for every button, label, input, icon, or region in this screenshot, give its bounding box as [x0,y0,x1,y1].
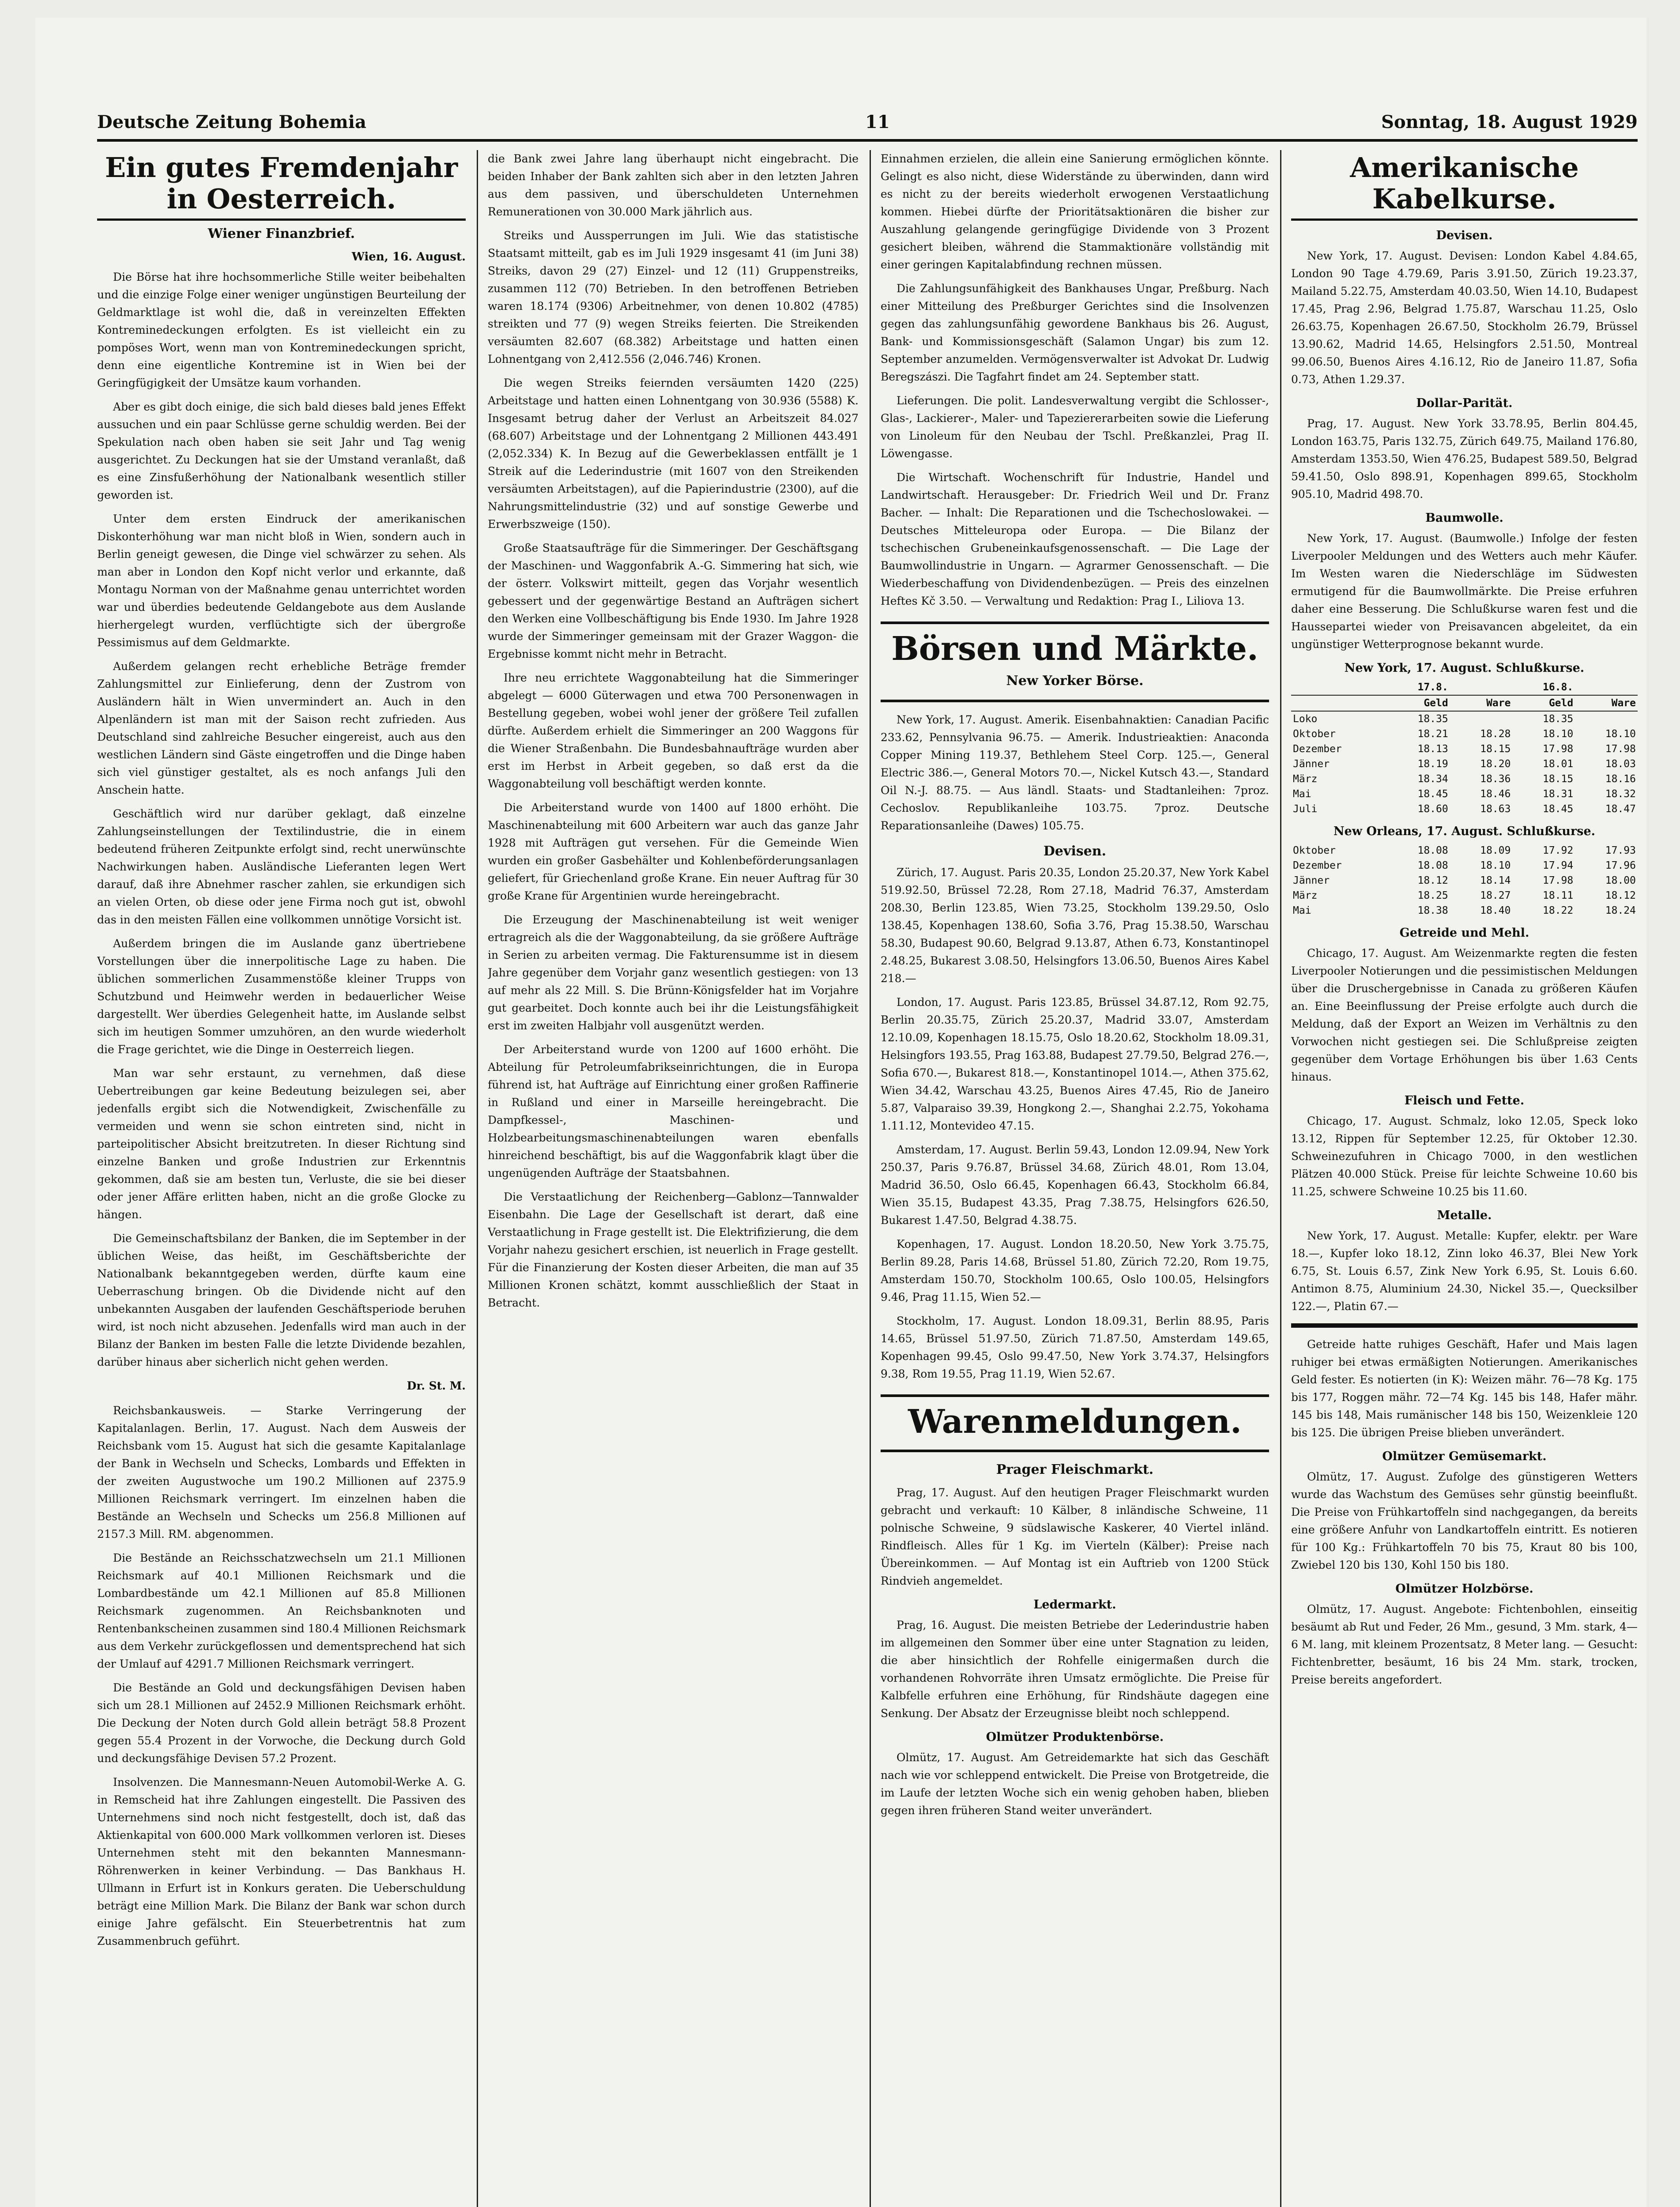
market-report: New York, 17. August. (Baumwolle.) Infolge der festen Liverpooler Meldungen und des Wetters auch mehr Käufer. Im Westen waren die Niederschläge im Südwesten ermutigend für die Baumwollmärkte. Die Preise erfuhren daher eine Besserung. Die Schlußkurse waren fest und die Haussepartei wieder von Preisavancen abgeleitet, da ein ungünstiger Wetterprognose bekannt wurde. [1291,531,1638,651]
table-header: Geld [1387,695,1450,711]
table-header [1291,680,1387,695]
market-report: Chicago, 17. August. Am Weizenmarkte regten die festen Liverpooler Notierungen und die pessimistischen Meldungen über die Druschergebnisse in Canada zu größeren Käufen an. Eine Beeinflussung der Preise erfolgte auch durch die Meldung, daß der Export an Weizen im Verhältnis zu den Vorwochen nicht gestiegen sei. Die Schlußpreise zeigten gegenüber dem Vortage Erhöhungen bis über 1.63 Cents hinaus. [1291,946,1638,1083]
table-cell: 18.46 [1480,788,1511,800]
table-header [1450,680,1513,695]
row-label: Dezember [1293,859,1342,871]
table-row [1291,787,1638,802]
row-label: Juli [1293,803,1318,815]
column-2 [488,150,859,2207]
market-subheading: Ledermarkt. [1033,1598,1116,1612]
issue-date: Sonntag, 18. August 1929 [1381,112,1638,132]
table-cell: 18.45 [1417,788,1448,800]
table-cell: 17.93 [1605,844,1636,856]
table-cell: 18.35 [1417,713,1448,725]
table-cell: 18.19 [1417,758,1448,770]
section-subtitle: Getreide und Mehl. [1399,926,1529,940]
table-cell: 17.98 [1542,874,1574,886]
market-subheading: Olmützer Produktenbörse. [986,1730,1164,1744]
table-header-row [1291,680,1638,695]
table-cell: 18.24 [1605,904,1636,916]
table-cell: 17.98 [1605,743,1636,755]
table-header: Ware [1575,695,1638,711]
row-label: Jänner [1293,758,1330,770]
news-item: Streiks und Aussperrungen im Juli. Wie das statistische Staatsamt mitteilt, gab es im Juli 1929 insgesamt 41 (im Juni 38) Streiks, davon 29 (27) Einzel- und 12 (11) Gruppenstreiks, zusammen 112 (70) Betrieben. In den betroffenen Betrieben waren 18.174 (9306) Arbeitnehmer, von denen 10.802 (4785) streikten und 77 (9) wegen Streiks feierten. Die Streikenden versäumten 82.607 (68.382) Arbeitstage und hatten einen Lohnentgang von 2,412.556 (2,046.746) Kronen. [488,229,859,365]
table-cell: 18.28 [1480,728,1511,740]
article-headline: Amerikanische Kabelkurse. [1291,152,1638,221]
table-header: Ware [1450,695,1513,711]
table-row [1291,873,1638,888]
table-row [1291,802,1638,817]
section-subtitle: Fleisch und Fette. [1404,1093,1525,1107]
stock-quotes: New York, 17. August. Amerik. Eisenbahnaktien: Canadian Pacific 233.62, Pennsylvania 96.75. — Amerik. Industrieaktien: Anaconda Copper Mining 119.37, Bethlehem Steel Corp. 125.—, General Electric 386.—, General Motors 70.—, Nickel Kutsch 43.—, Standard Oil N.-J. 88.75. — Aus ländl. Staats- und Stadtanleihen: 7proz. Cechoslov. Republikanleihe 103.75. 7proz. Deutsche Reparationsanleihe (Dawes) 105.75. [881,713,1269,832]
table-cell: 17.96 [1605,859,1636,871]
running-head [97,108,1638,142]
row-label: März [1293,773,1318,785]
table-header: 17.8. [1387,680,1450,695]
table-cell: 18.15 [1480,743,1511,755]
table-cell: 18.45 [1542,803,1574,815]
article-subhead: Wiener Finanzbrief. [207,226,355,241]
table-cell: 18.08 [1417,859,1448,871]
section-subtitle: Devisen. [1436,228,1493,242]
cotton-quote-table [1291,843,1638,918]
table-row [1291,858,1638,873]
table-cell: 18.25 [1417,889,1448,901]
table-cell: 18.22 [1542,904,1574,916]
table-cell: 18.16 [1605,773,1636,785]
article-paragraph: Die Börse hat ihre hochsommerliche Stille weiter beibehalten und die einzige Folge einer weniger ungünstigen Beurteilung der Geldmarktlage ist wohl die, daß in vereinzelten Effekten Kontreminedeckungen erfolgten. Es ist vielleicht ein zu pompöses Wort, wenn man von Kontreminedeckungen spricht, denn eine eigentliche Kontremine ist in Wien bei der Geringfügigkeit der Umsätze kaum vorhanden. [97,270,466,389]
paper-title: Deutsche Zeitung Bohemia [97,112,366,132]
table-cell: 18.10 [1605,728,1636,740]
table-cell: 17.94 [1542,859,1574,871]
table-cell [1575,711,1638,727]
table-title: New York, 17. August. Schlußkurse. [1344,661,1585,675]
news-item: Reichsbankausweis. — Starke Verringerung der Kapitalanlagen. Berlin, 17. August. Nach dem Ausweis der Reichsbank vom 15. August hat sich die gesamte Kapitalanlage der Bank in Wechseln und Schecks, Lombards und Effekten in der zweiten Augustwoche um 190.2 Millionen auf 2375.9 Millionen Reichsmark verringert. Im einzelnen haben die Bestände an Wechseln und Schecks um 256.8 Millionen auf 2157.3 Mill. RM. abgenommen. [97,1404,466,1540]
table-cell: 18.09 [1480,844,1511,856]
section-subtitle: Prager Fleischmarkt. [996,1462,1154,1478]
table-row [1291,903,1638,918]
article-dateline: Wien, 16. August. [351,250,466,264]
table-cell: 18.21 [1417,728,1448,740]
table-cell: 18.03 [1605,758,1636,770]
column-rule [1280,150,1281,2207]
news-item: Die Wirtschaft. Wochenschrift für Industrie, Handel und Landwirtschaft. Herausgeber: Dr. Friedrich Weil und Dr. Franz Bacher. — Inhalt: Die Reparationen und die Tschechoslowakei. — Deutsches Mitteleuropa oder Europa. — Die Bilanz der tschechischen Grubeneinkaufsgenossenschaft. — Die Lage der Baumwollindustrie in Ungarn. — Agrarmer Genossenschaft. — Die Wiederbeschaffung von Dividendenbezügen. — Preis des einzelnen Heftes Kč 3.50. — Verwaltung und Redaktion: Prag I., Liliova 13. [881,471,1269,607]
currency-quotes: Prag, 17. August. New York 33.78.95, Berlin 804.45, London 163.75, Paris 132.75, Zürich 649.75, Mailand 176.80, Amsterdam 1353.50, Wien 476.25, Budapest 589.50, Belgrad 59.41.50, Oslo 898.91, Kopenhagen 899.65, Stockholm 905.10, Madrid 498.70. [1291,417,1638,501]
newspaper-page [35,18,1646,2207]
table-cell: 18.35 [1542,713,1574,725]
market-report: New York, 17. August. Metalle: Kupfer, elektr. per Ware 18.—, Kupfer loko 18.12, Zinn loko 46.37, Blei New York 6.75, St. Louis 6.57, Zink New York 6.95, St. Louis 6.60. Antimon 8.75, Aluminium 24.30, Nickel 35.—, Quecksilber 122.—, Platin 67.— [1291,1229,1638,1313]
news-item: Ihre neu errichtete Waggonabteilung hat die Simmeringer abgelegt — 6000 Güterwagen und etwa 700 Personenwagen in Bestellung gegeben, wobei wohl jener der größere Teil zufallen dürfte. Außerdem erhielt die Simmeringer an 200 Waggons für die Wiener Straßenbahn. Die Bundesbahnaufträge wurden aber erst im Herbst in Arbeit gegeben, so daß erst da die Waggonabteilung voll beschäftigt werden konnte. [488,671,859,790]
column-rule [870,150,871,2207]
market-report: Olmütz, 17. August. Angebote: Fichtenbohlen, einseitig besäumt ab Rut und Feder, 26 Mm., gesund, 3 Mm. stark, 4—6 M. lang, mit kleinem Prozentsatz, 8 Meter lang. — Gesucht: Fichtenbretter, besäumt, 16 bis 24 Mm. stark, trocken, Preise bereits angefordert. [1291,1602,1638,1686]
table-cell: 18.32 [1605,788,1636,800]
table-row [1291,888,1638,903]
table-row [1291,772,1638,787]
news-item: Die Zahlungsunfähigkeit des Bankhauses Ungar, Preßburg. Nach einer Mitteilung des Preßburger Gerichtes sind die Insolvenzen gegen das zahlungsunfähig gewordene Bankhaus bis 26. August, Bank- und Kommissionsgeschäft (Salamon Ungar) bis zum 12. September anzumelden. Vermögensverwalter ist Advokat Dr. Ludwig Beregszászi. Die Tagfahrt findet am 24. September statt. [881,282,1269,383]
row-label: Jänner [1293,874,1330,886]
article-headline: Ein gutes Fremdenjahr in Oesterreich. [97,152,466,221]
table-cell: 18.10 [1542,728,1574,740]
section-subtitle: Baumwolle. [1425,511,1503,525]
table-cell: 18.12 [1605,889,1636,901]
market-report: Olmütz, 17. August. Zufolge des günstigeren Wetters wurde das Wachstum des Gemüses sehr günstig beeinflußt. Die Preise von Frühkartoffeln sind nachgegangen, da bereits eine größere Anfuhr von Landkartoffeln eintritt. Es notieren für 100 Kg.: Frühkartoffeln 70 bis 75, Kraut 80 bis 100, Zwiebel 120 bis 130, Kohl 150 bis 180. [1291,1470,1638,1571]
table-cell: 18.01 [1542,758,1574,770]
news-item: Die Bestände an Reichsschatzwechseln um 21.1 Millionen Reichsmark auf 40.1 Millionen Reichsmark und die Lombardbestände um 42.1 Millionen auf 85.8 Millionen Reichsmark zugenommen. An Reichsbanknoten und Rentenbankscheinen zusammen sind 180.4 Millionen Reichsmark aus dem Verkehr zurückgeflossen und dementsprechend hat sich der Umlauf auf 4291.7 Millionen Reichsmark verringert. [97,1551,466,1670]
news-item: Die Bestände an Gold und deckungsfähigen Devisen haben sich um 28.1 Millionen auf 2452.9 Millionen Reichsmark erhöht. Die Deckung der Noten durch Gold allein beträgt 58.8 Prozent gegen 55.4 Prozent in der Vorwoche, die Deckung durch Gold und deckungsfähige Devisen 57.2 Prozent. [97,1681,466,1765]
article-paragraph: Unter dem ersten Eindruck der amerikanischen Diskonterhöhung war man nicht bloß in Wien, sondern auch in Berlin geneigt gewesen, die Dinge viel schwärzer zu sehen. Als man aber in London den Kopf nicht verlor und erkannte, daß Montagu Norman von der Maßnahme genau unterrichtet worden war und überdies bedeutende Geldangebote aus dem Auslande hierhergelegt wurden, verflüchtigte sich der übergroße Pessimismus auf dem Geldmarkte. [97,512,466,649]
table-cell: 18.20 [1480,758,1511,770]
table-cell: 18.63 [1480,803,1511,815]
table-header: 16.8. [1512,680,1575,695]
table-cell: 18.27 [1480,889,1511,901]
currency-quotes: Stockholm, 17. August. London 18.09.31, Berlin 88.95, Paris 14.65, Brüssel 51.97.50, Zürich 71.87.50, Amsterdam 149.65, Kopenhagen 99.45, Oslo 99.47.50, New York 3.74.37, Helsingfors 9.38, Rom 19.55, Prag 11.19, Wien 52.67. [881,1314,1269,1381]
table-cell: 18.12 [1417,874,1448,886]
news-item: Insolvenzen. Die Mannesmann-Neuen Automobil-Werke A. G. in Remscheid hat ihre Zahlungen eingestellt. Die Passiven des Unternehmens sind noch nicht festgestellt, doch ist, daß das Aktienkapital von 600.000 Mark vollkommen verloren ist. Dieses Unternehmen steht mit den bekannten Mannesmann-Röhrenwerken in keiner Verbindung. — Das Bankhaus H. Ullmann in Erfurt ist in Konkurs geraten. Die Ueberschuldung beträgt eine Million Mark. Die Bilanz der Bank war schon durch einige Jahre gefälscht. Ein Steuerbetrentnis hat zum Zusammenbruch geführt. [97,1775,466,1947]
article-paragraph: Geschäftlich wird nur darüber geklagt, daß einzelne Zahlungseinstellungen der Textilindustrie, die in einem bedeutend früheren Zeitpunkte erfolgt sind, recht unerwünschte Nachwirkungen haben. Ausländische Lieferanten legen Wert darauf, daß ihre Abnehmer rascher zahlen, sie erkundigen sich an vielen Orten, ob diese oder jene Firma noch gut ist, obwohl das in den meisten Fällen eine vollkommen unnötige Vorsicht ist. [97,807,466,926]
section-title: Börsen und Märkte. [891,630,1258,668]
table-cell: 18.60 [1417,803,1448,815]
news-item: Die Erzeugung der Maschinenabteilung ist weit weniger ertragreich als die der Waggonabteilung, da sie größere Aufträge in Serien zu arbeiten vermag. Die Fakturensumme ist in diesem Jahre gegenüber dem Vorjahr ganz wesentlich gestiegen: von 13 auf mehr als 22 Mill. S. Die Brünn-Königsfelder hat im Vorjahre gut gearbeitet. Doch konnte auch bei ihr die Leistungsfähigkeit erst im zweiten Halbjahr voll ausgenützt werden. [488,913,859,1032]
table-header-row [1291,695,1638,711]
table-row [1291,843,1638,858]
table-header: Geld [1512,695,1575,711]
article-paragraph: Die Gemeinschaftsbilanz der Banken, die im September in der üblichen Weise, das heißt, im Geschäftsberichte der Nationalbank bekanntgegeben werden, dürfte kaum eine Ueberraschung bringen. Ob die Dividende nicht auf den unbekannten Ausgaben der laufenden Geschäftsperiode beruhen wird, ist noch nicht abzusehen. Jedenfalls wird man auch in der Bilanz der Banken im besten Falle die letzte Dividende bezahlen, darüber hinaus aber sicherlich nicht gehen werden. [97,1232,466,1368]
news-item: die Bank zwei Jahre lang überhaupt nicht eingebracht. Die beiden Inhaber der Bank zahlten sich aber in den letzten Jahren aus dem passiven, und überschuldeten Unternehmen Remunerationen von 30.000 Mark jährlich aus. [488,152,859,218]
news-item: Der Arbeiterstand wurde von 1200 auf 1600 erhöht. Die Abteilung für Petroleumfabrikseinrichtungen, die in Europa führend ist, hat Aufträge auf Einrichtung einer großen Raffinerie in Rußland und einer in Marseille hereingebracht. Die Dampfkessel-, Maschinen- und Holzbearbeitungsmaschinenabteilungen waren ebenfalls hinreichend beschäftigt, bis auf die Waggonfabrik klagt über die ungenügenden Aufträge der Staatsbahnen. [488,1043,859,1179]
table-cell: 18.00 [1605,874,1636,886]
row-label: Loko [1293,713,1318,725]
page-number: 11 [865,112,890,132]
author-signature: Dr. St. M. [407,1379,466,1392]
market-report: Prag, 17. August. Auf den heutigen Prager Fleischmarkt wurden gebracht und verkauft: 10 Kälber, 8 inländische Schweine, 11 polnische Schweine, 9 südslawische Kaskerer, 40 Viertel inländ. Rindfleisch. Alles für 1 Kg. im Vierteln (Kälber): Preise nach Übereinkommen. — Auf Montag ist ein Auftrieb von 1200 Stück Rindvieh angemeldet. [881,1486,1269,1588]
row-label: Mai [1293,788,1311,800]
column-rule [477,150,478,2207]
table-cell: 18.38 [1417,904,1448,916]
article-paragraph: Außerdem bringen die im Auslande ganz übertriebene Vorstellungen über die innerpolitische Lage zu haben. Die üblichen sommerlichen Zusammenstöße kleiner Trupps von Schutzbund und Heimwehr werden in bedauerlicher Weise dargestellt. Wer überdies Gelegenheit hatte, im Auslande selbst sich im heutigen Sommer umzuhören, an den wurde wiederholt die Frage gerichtet, wie die Dinge in Oesterreich liegen. [97,937,466,1056]
currency-quotes: Amsterdam, 17. August. Berlin 59.43, London 12.09.94, New York 250.37, Paris 9.76.87, Brüssel 34.68, Zürich 48.01, Rom 13.04, Madrid 36.50, Oslo 66.45, Kopenhagen 66.43, Stockholm 66.84, Wien 35.15, Budapest 43.35, Prag 7.38.75, Helsingfors 626.50, Bukarest 1.47.50, Belgrad 4.38.75. [881,1143,1269,1227]
table-cell: 18.36 [1480,773,1511,785]
section-subtitle: New Yorker Börse. [1006,673,1144,689]
column-1 [97,150,466,2207]
table-header [1575,680,1638,695]
table-cell: 18.11 [1542,889,1574,901]
market-report: Olmütz, 17. August. Am Getreidemarkte hat sich das Geschäft nach wie vor schleppend entwickelt. Die Preise von Brotgetreide, die im Laufe der letzten Woche sich ein wenig gehoben haben, blieben gegen ihren früheren Stand weiter unverändert. [881,1751,1269,1817]
article-paragraph: Außerdem gelangen recht erhebliche Beträge fremder Zahlungsmittel zur Einlieferung, denn der Zustrom von Ausländern hält in Wien unvermindert an. Auch in den Alpenländern ist man mit der Saison recht zufrieden. Aus Deutschland sind zahlreiche Besucher eingereist, auch aus den westlichen Ländern sind Gäste eingetroffen und die Dinge haben sich viel günstiger gestaltet, als es noch anfangs Juli den Anschein hatte. [97,659,466,796]
table-cell: 18.34 [1417,773,1448,785]
article-paragraph: Aber es gibt doch einige, die sich bald dieses bald jenes Effekt aussuchen und ein paar Schlüsse gerne schuldig werden. Bei der Spekulation nach oben haben sie seit Jahr und Tag wenig ausgerichtet. Zu Deckungen hat sie der Umstand veranlaßt, daß es eine Zinsfußerhöhung der Nationalbank wesentlich stiller geworden ist. [97,400,466,501]
table-cell: 18.47 [1605,803,1636,815]
table-cell: 18.40 [1480,904,1511,916]
column-3 [881,150,1269,2207]
news-item: Einnahmen erzielen, die allein eine Sanierung ermöglichen könnte. Gelingt es also nicht, diese Widerstände zu überwinden, dann wird es nicht zu der bereits wiederholt erwogenen Verstaatlichung kommen. Hiebei dürfte der Prioritätsaktionären die bisher zur Auszahlung gelangende geringfügige Dividende von 3 Prozent gesichert bleiben, während die Stammaktionäre vollständig mit einer geringen Kapitalabfindung rechnen müssen. [881,152,1269,271]
news-item: Die Verstaatlichung der Reichenberg—Gablonz—Tannwalder Eisenbahn. Die Lage der Gesellschaft ist derart, daß eine Verstaatlichung in Frage gestellt ist. Die Elektrifizierung, die dem Vorjahr nahezu gesichert erschien, ist neuerlich in Frage gestellt. Für die Finanzierung der Kosten dieser Arbeiten, die man auf 35 Millionen Kronen schätzt, kommt ausschließlich der Staat in Betracht. [488,1190,859,1309]
table-header [1291,695,1387,711]
table-cell: 18.13 [1417,743,1448,755]
table-cell: 18.10 [1480,859,1511,871]
article-paragraph: Man war sehr erstaunt, zu vernehmen, daß diese Uebertreibungen gar keine Bedeutung beizulegen sei, aber jedenfalls ergibt sich die Notwendigkeit, Zwischenfälle zu vermeiden und wenn sie schon eintreten sind, nicht in parteipolitischer Absicht breitzutreten. In dieser Richtung sind einzelne Banken und große Industrien zur Erkenntnis gekommen, daß sie am besten tun, Verluste, die sie bei dieser oder jener Affäre erlitten haben, nicht an die große Glocke zu hängen. [97,1066,466,1221]
table-title: New Orleans, 17. August. Schlußkurse. [1333,824,1596,838]
table-row [1291,727,1638,742]
news-item: Die wegen Streiks feiernden versäumten 1420 (225) Arbeitstage und hatten einen Lohnentgang von 30.936 (5588) K. Insgesamt betrug daher der Verlust an Arbeitszeit 84.027 (68.607) Arbeitstage und der Lohnentgang 2 Millionen 443.491 (2,052.334) K. In Bezug auf die Gewerbeklassen entfällt je 1 Streik auf die Lederindustrie (mit 1607 von den Streikenden versäumten Arbeitstagen), auf die Papierindustrie (2300), auf die Nahrungsmittelindustrie (32) und auf sonstige Gewerbe und Erwerbszweige (150). [488,377,859,531]
devisen-title: Devisen. [1043,844,1107,859]
commodity-section-header [881,1394,1269,1452]
currency-quotes: Kopenhagen, 17. August. London 18.20.50, New York 3.75.75, Berlin 89.28, Paris 14.68, Brüssel 51.80, Zürich 72.20, Rom 19.75, Amsterdam 150.70, Stockholm 100.65, Oslo 100.05, Helsingfors 9.46, Prag 11.15, Wien 52.— [881,1238,1269,1304]
market-subheading: Olmützer Gemüsemarkt. [1382,1449,1547,1463]
currency-quotes: New York, 17. August. Devisen: London Kabel 4.84.65, London 90 Tage 4.79.69, Paris 3.91.50, Zürich 19.23.37, Mailand 5.22.75, Amsterdam 40.03.50, Wien 14.10, Budapest 17.45, Prag 2.96, Belgrad 1.75.87, Warschau 11.25, Oslo 26.63.75, Kopenhagen 26.67.50, Stockholm 26.79, Brüssel 13.90.62, Madrid 14.65, Helsingfors 2.51.50, Montreal 99.06.50, Buenos Aires 4.16.12, Rio de Janeiro 11.87, Sofia 0.73, Athen 1.29.37. [1291,249,1638,386]
table-row [1291,757,1638,772]
table-cell: 18.15 [1542,773,1574,785]
market-report: Chicago, 17. August. Schmalz, loko 12.05, Speck loko 13.12, Rippen für September 12.25, für Oktober 12.30. Schweinezufuhren in Chicago 7000, in den westlichen Plätzen 40.000 Stück. Preise für leichte Schweine 10.60 bis 11.25, schwere Schweine 10.25 bis 11.60. [1291,1114,1638,1198]
news-item: Die Arbeiterstand wurde von 1400 auf 1800 erhöht. Die Maschinenabteilung mit 600 Arbeitern war auch das ganze Jahr 1928 mit Aufträgen gut versehen. Für die Gemeinde Wien wurden ein großer Gasbehälter und Kohlenbeförderungsanlagen geliefert, für Griechenland große Krane. Ein neuer Auftrag für 30 große Krane für Argentinien wurde hereingebracht. [488,801,859,902]
row-label: März [1293,889,1318,901]
currency-quotes: Zürich, 17. August. Paris 20.35, London 25.20.37, New York Kabel 519.92.50, Brüssel 72.28, Rom 27.18, Madrid 76.37, Amsterdam 208.30, Berlin 123.85, Wien 73.25, Stockholm 139.29.50, Oslo 138.45, Kopenhagen 138.60, Sofia 3.76, Prag 15.38.50, Warschau 58.30, Budapest 90.60, Belgrad 9.13.87, Athen 6.73, Konstantinopel 2.48.25, Bukarest 3.08.50, Helsingfors 13.06.50, Buenos Aires Kabel 218.— [881,866,1269,985]
table-cell: 18.31 [1542,788,1574,800]
section-divider [1291,1323,1638,1328]
row-label: Oktober [1293,844,1336,856]
table-cell: 17.92 [1542,844,1574,856]
market-section-header [881,621,1269,702]
section-subtitle: Dollar-Parität. [1416,396,1513,410]
section-subtitle: Metalle. [1437,1208,1492,1222]
row-label: Dezember [1293,743,1342,755]
table-cell: 18.08 [1417,844,1448,856]
table-cell: 17.98 [1542,743,1574,755]
table-cell [1450,711,1513,727]
table-cell: 18.14 [1480,874,1511,886]
news-item: Lieferungen. Die polit. Landesverwaltung vergibt die Schlosser-, Glas-, Lackierer-, Maler- und Tapeziererarbeiten sowie die Lieferung von Linoleum für den Neubau der Tschl. Preßkanzlei, Prag II. Löwengasse. [881,394,1269,460]
table-row [1291,711,1638,727]
market-subheading: Olmützer Holzbörse. [1395,1582,1533,1596]
cotton-quote-table [1291,680,1638,817]
news-item: Große Staatsaufträge für die Simmeringer. Der Geschäftsgang der Maschinen- und Waggonfabrik A.-G. Simmering hat sich, wie der österr. Volkswirt mitteilt, gegen das Vorjahr wesentlich gebessert und der gegenwärtige Bestand an Aufträgen sichert den Werken eine Vollbeschäftigung bis Ende 1930. Im Jahre 1928 wurde der Simmeringer gemeinsam mit der Grazer Waggon- die Ergebnisse kommt nicht mehr in Betracht. [488,542,859,660]
market-report: Getreide hatte ruhiges Geschäft, Hafer und Mais lagen ruhiger bei etwas ermäßigten Notierungen. Amerikanisches Geld fester. Es notierten (in K): Weizen mähr. 76—78 Kg. 175 bis 177, Roggen mähr. 72—74 Kg. 145 bis 148, Hafer mähr. 145 bis 148, Mais rumänischer 148 bis 150, Weizenkleie 120 bis 125. Die übrigen Preise blieben unverändert. [1291,1337,1638,1439]
section-title: Warenmeldungen. [908,1403,1242,1441]
row-label: Oktober [1293,728,1336,740]
market-report: Prag, 16. August. Die meisten Betriebe der Lederindustrie haben im allgemeinen den Sommer über eine unter Stagnation zu leiden, die aber hinsichtlich der Rohfelle einigermaßen durch die vorhandenen Rohvorräte ihren Umsatz ermöglichte. Die Preise für Kalbfelle erfuhren eine Erhöhung, für Rindshäute dagegen eine Senkung. Der Absatz der Erzeugnisse bleibt noch schleppend. [881,1619,1269,1720]
currency-quotes: London, 17. August. Paris 123.85, Brüssel 34.87.12, Rom 92.75, Berlin 20.35.75, Zürich 25.20.37, Madrid 33.07, Amsterdam 12.10.09, Kopenhagen 18.15.75, Oslo 18.20.62, Stockholm 18.09.31, Helsingfors 193.55, Prag 163.88, Budapest 27.79.50, Belgrad 276.—, Sofia 670.—, Bukarest 818.—, Konstantinopel 1014.—, Athen 375.62, Wien 34.42, Warschau 43.25, Buenos Aires 47.45, Rio de Janeiro 5.87, Valparaiso 39.39, Hongkong 2.—, Shanghai 2.2.75, Yokohama 1.11.12, Montevideo 47.15. [881,996,1269,1133]
row-label: Mai [1293,904,1311,916]
column-4 [1291,150,1638,2207]
table-row [1291,742,1638,757]
